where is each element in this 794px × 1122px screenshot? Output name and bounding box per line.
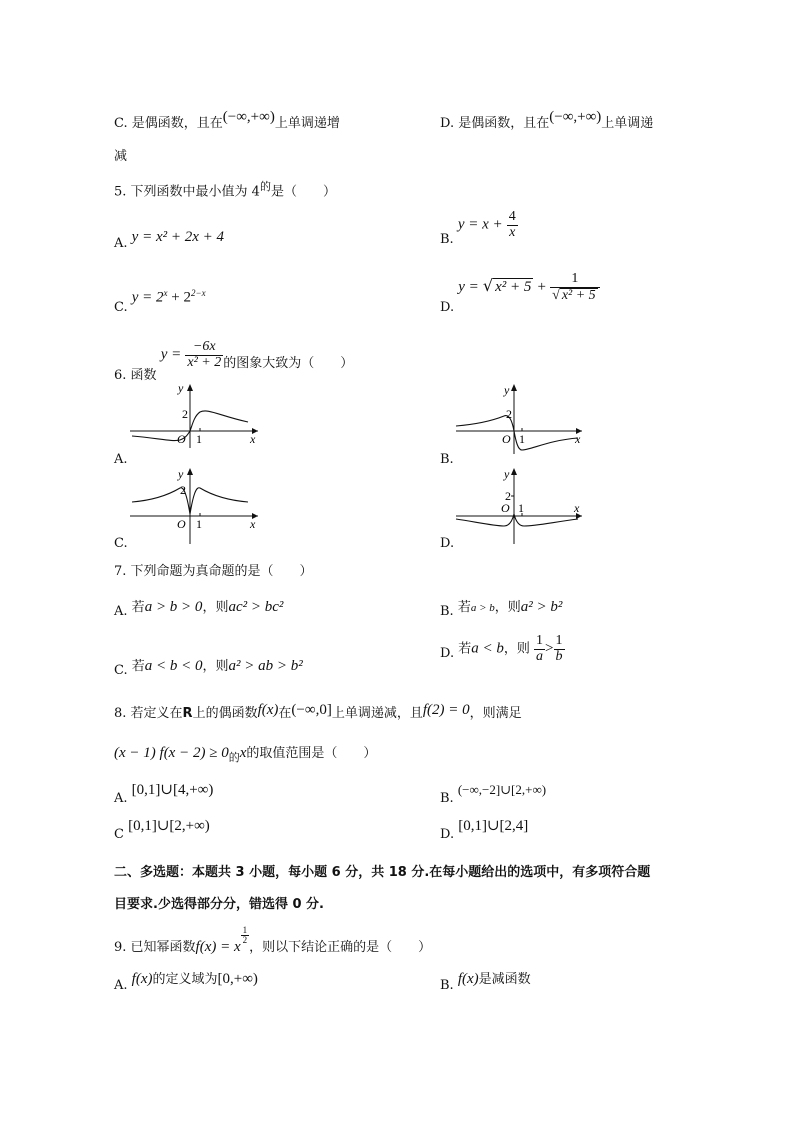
y-axis-arrow <box>187 384 193 391</box>
q5-d-fraction: $\frac{1}{\text{√ x² + 5}}$ <box>550 272 600 303</box>
q6-option-d[interactable]: D. <box>440 536 455 551</box>
q9-option-b[interactable]: B. f(x)是减函数 <box>440 971 531 993</box>
y-tick-label: 2 <box>180 483 186 497</box>
q7-option-c[interactable]: C. 若a < b < 0，则a² > ab > b² <box>114 658 303 678</box>
y-tick-label: 2 <box>506 407 512 421</box>
q6-option-a[interactable]: A. <box>114 452 128 467</box>
q8-option-d[interactable]: D. [0,1]∪[2,4] <box>440 818 529 842</box>
y-label: y <box>178 381 184 395</box>
q8-option-b[interactable]: B. (−∞,−2]∪[2,+∞) <box>440 782 547 806</box>
section-heading-line2: 目要求.少选得部分分，错选得 0 分. <box>114 897 324 912</box>
q5-option-b[interactable]: B. y = x + $\frac{4}{x}$ <box>440 209 516 247</box>
q5-option-a[interactable]: A. y = x² + 2x + 4 <box>114 229 225 251</box>
q8-stem-line2: (x − 1) $f(x - 2) \ge 0_的x$的取值范围是（ ） <box>114 745 377 764</box>
sqrt-symbol: √ <box>482 276 494 296</box>
origin-label: O <box>177 517 186 531</box>
origin-label: O <box>177 432 186 446</box>
x-label: x <box>250 432 256 446</box>
q6-fraction: $\frac{-6x}{\text{x² + 2}}$ <box>187 339 222 370</box>
q5-b-fraction: $\frac{4}{x}$ <box>508 209 516 240</box>
q6-option-b[interactable]: B. <box>440 452 454 467</box>
y-axis-arrow <box>187 468 193 475</box>
y-label: y <box>504 383 510 397</box>
y-label: y <box>178 467 184 481</box>
y-axis-arrow <box>511 384 517 391</box>
q6-graph-d <box>454 466 594 546</box>
q6-option-c[interactable]: C. <box>114 536 128 551</box>
q5-option-c[interactable]: C. $y = 2^x + 2^{2-x}$ <box>114 288 206 316</box>
x-tick-label: 1 <box>196 432 202 446</box>
q8-option-a[interactable]: A. [0,1]∪[4,+∞) <box>114 782 214 806</box>
q4-option-d[interactable]: D. 是偶函数，且在(−∞,+∞)上单调递 <box>440 109 654 131</box>
y-tick-label: 2 <box>505 489 511 503</box>
q5-stem: 5. 下列函数中最小值为 $4^的$是（ ） <box>114 180 336 200</box>
q6-graph-a <box>128 380 268 450</box>
q9-option-a[interactable]: A. f(x)的定义域为[0,+∞) <box>114 971 258 993</box>
x-tick-label: 1 <box>518 501 524 515</box>
origin-label: O <box>502 432 511 446</box>
q7-option-d[interactable]: D. 若a < b，则 $\frac{1}{a}$ > $\frac{1}{b}$ <box>440 633 563 664</box>
q7-d-frac-2: $\frac{1}{b}$ <box>555 633 563 664</box>
q4-option-c-wrap: 减 <box>114 149 128 164</box>
q7-d-frac-1: $\frac{1}{a}$ <box>536 633 544 664</box>
q6-graph-b <box>454 380 594 455</box>
x-tick-label: 1 <box>196 517 202 531</box>
x-label: x <box>250 517 256 531</box>
origin-label: O <box>501 501 510 515</box>
q7-option-b[interactable]: B. 若a > b，则a² > b² <box>440 599 563 619</box>
curve <box>456 416 578 450</box>
q6-stem: 6. 函数 y = $\frac{-6x}{\text{x² + 2}}$ 的图象大致为（ ） <box>114 339 354 383</box>
q8-stem-line1: 8. 若定义在R上的偶函数f(x)在(−∞,0]上单调递减，且f(2) = 0，则满足 <box>114 702 522 721</box>
q9-stem: 9. 已知幂函数f(x) = x $\frac{1}{2}$ ，则以下结论正确的是（ ） <box>114 925 432 955</box>
q7-stem: 7. 下列命题为真命题的是（ ） <box>114 564 313 579</box>
x-tick-label: 1 <box>519 432 525 446</box>
q9-exponent: $\frac{1}{2}$ <box>242 925 248 946</box>
q8-option-c[interactable]: C [0,1]∪[2,+∞) <box>114 818 210 842</box>
q6-graph-c <box>128 466 268 546</box>
section-heading-line1: 二、多选题：本题共 3 小题，每小题 6 分，共 18 分.在每小题给出的选项中，有多项符合题 <box>114 865 651 880</box>
sqrt-symbol: √ <box>552 287 560 303</box>
x-label: x <box>575 432 581 446</box>
q7-option-a[interactable]: A. 若a > b > 0，则ac² > bc² <box>114 599 284 619</box>
q5-option-d[interactable]: D. y = √ x² + 5 + $\frac{1}{\text{√ x² + 5}}$ <box>440 272 600 303</box>
q4-option-c[interactable]: C. 是偶函数，且在(−∞,+∞)上单调递增 <box>114 109 340 131</box>
y-axis-arrow <box>511 468 517 475</box>
y-label: y <box>504 467 510 481</box>
y-tick-label: 2 <box>182 407 188 421</box>
x-label: x <box>574 501 580 515</box>
